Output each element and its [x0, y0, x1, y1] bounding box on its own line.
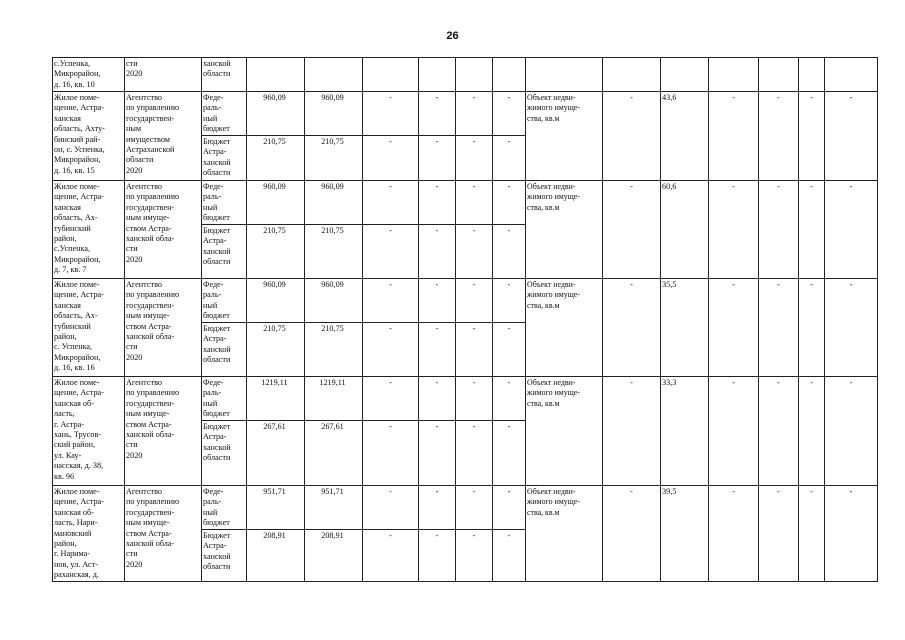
federal-value-total: 960,09 — [247, 181, 305, 225]
federal-budget-label: Феде- раль- ный бюджет — [202, 181, 247, 225]
regional-value-total: 210,75 — [247, 323, 305, 377]
federal-dash-cell: - — [456, 92, 493, 136]
agency-cell: Агентство по управлению государствен- ным имуще- ством Астра- ханской обла- сти 2020 — [125, 377, 202, 486]
object-indicator-cell: Объект недви- жимого имуще- ства, кв.м — [526, 279, 603, 377]
regional-dash-cell: - — [419, 136, 456, 181]
federal-dash-cell: - — [456, 279, 493, 323]
indicator-base-cell: - — [603, 279, 661, 377]
indicator-dash-cell: - — [759, 181, 799, 279]
address-cell: с.Успенка, Микрорайон, д. 16, кв. 10 — [53, 58, 125, 92]
regional-dash-cell: - — [456, 136, 493, 181]
regional-value-year: 208,91 — [305, 530, 363, 582]
regional-dash-cell: - — [456, 323, 493, 377]
regional-budget-label: Бюджет Астра- ханской области — [202, 136, 247, 181]
regional-dash-cell: - — [493, 225, 526, 279]
indicator-area-cell: 60,6 — [661, 181, 709, 279]
regional-dash-cell: - — [363, 225, 419, 279]
federal-dash-cell: - — [363, 486, 419, 530]
indicator-dash-cell: - — [825, 486, 878, 582]
indicator-area-cell: 35,5 — [661, 279, 709, 377]
object-indicator-cell: Объект недви- жимого имуще- ства, кв.м — [526, 92, 603, 181]
agency-cell: сти 2020 — [125, 58, 202, 92]
regional-dash-cell: - — [456, 530, 493, 582]
table-row — [53, 377, 878, 421]
regional-value-year: 210,75 — [305, 136, 363, 181]
regional-budget-label: Бюджет Астра- ханской области — [202, 225, 247, 279]
indicator-dash-cell: - — [709, 279, 759, 377]
agency-cell: Агентство по управлению государствен- ным имуще- ством Астра- ханской обла- сти 2020 — [125, 279, 202, 377]
federal-value-total: 951,71 — [247, 486, 305, 530]
federal-dash-cell: - — [493, 181, 526, 225]
table-row-continued — [53, 58, 878, 92]
federal-value-year: 960,09 — [305, 92, 363, 136]
indicator-dash-cell: - — [825, 279, 878, 377]
regional-dash-cell: - — [419, 225, 456, 279]
regional-dash-cell: - — [363, 421, 419, 486]
federal-dash-cell: - — [419, 486, 456, 530]
federal-dash-cell: - — [363, 92, 419, 136]
federal-budget-label: Феде- раль- ный бюджет — [202, 377, 247, 421]
indicator-dash-cell: - — [825, 181, 878, 279]
indicator-dash-cell: - — [799, 377, 825, 486]
federal-dash-cell: - — [363, 279, 419, 323]
federal-value-total: 1219,11 — [247, 377, 305, 421]
federal-dash-cell: - — [419, 92, 456, 136]
indicator-dash-cell: - — [709, 486, 759, 582]
regional-dash-cell: - — [456, 421, 493, 486]
indicator-dash-cell: - — [709, 377, 759, 486]
address-cell: Жилое поме- щение, Астра- ханская об- ласть, г. Астра- хань, Трусов- ский район, ул. Кау- насская, д. 38, кв. 96 — [53, 377, 125, 486]
indicator-dash-cell: - — [709, 92, 759, 181]
object-indicator-cell: Объект недви- жимого имуще- ства, кв.м — [526, 377, 603, 486]
federal-value-year: 960,09 — [305, 181, 363, 225]
regional-value-total: 210,75 — [247, 225, 305, 279]
federal-value-total: 960,09 — [247, 92, 305, 136]
federal-dash-cell: - — [456, 486, 493, 530]
regional-dash-cell: - — [419, 530, 456, 582]
regional-dash-cell: - — [493, 323, 526, 377]
regional-dash-cell: - — [493, 136, 526, 181]
indicator-dash-cell: - — [799, 181, 825, 279]
table-row — [53, 181, 878, 225]
address-cell: Жилое поме- щение, Астра- ханская об- ласть, Нари- мановский район, г. Нарима- нов, ул. Аст- раханская, д. — [53, 486, 125, 582]
federal-dash-cell: - — [363, 377, 419, 421]
regional-value-year: 267,61 — [305, 421, 363, 486]
federal-budget-label: Феде- раль- ный бюджет — [202, 279, 247, 323]
table-body — [53, 58, 878, 582]
federal-value-year: 960,09 — [305, 279, 363, 323]
federal-budget-label: Феде- раль- ный бюджет — [202, 92, 247, 136]
indicator-dash-cell: - — [759, 92, 799, 181]
table-row — [53, 486, 878, 530]
regional-dash-cell: - — [363, 530, 419, 582]
page-number: 26 — [446, 30, 459, 42]
table-row — [53, 92, 878, 136]
address-cell: Жилое поме- щение, Астра- ханская область, Ахту- бинский рай- он, с. Успенка, Микрорайон, д. 16, кв. 15 — [53, 92, 125, 181]
federal-dash-cell: - — [493, 279, 526, 323]
table-row — [53, 279, 878, 323]
agency-cell: Агентство по управлению государствен- ным имуще- ством Астра- ханской обла- сти 2020 — [125, 486, 202, 582]
address-cell: Жилое поме- щение, Астра- ханская область, Ах- тубинский район, с. Успенка, Микрорайон, д. 16, кв. 16 — [53, 279, 125, 377]
agency-cell: Агентство по управлению государствен- ным имуществом Астраханской области 2020 — [125, 92, 202, 181]
federal-value-total: 960,09 — [247, 279, 305, 323]
regional-dash-cell: - — [493, 421, 526, 486]
regional-budget-label: Бюджет Астра- ханской области — [202, 421, 247, 486]
federal-value-year: 951,71 — [305, 486, 363, 530]
indicator-base-cell: - — [603, 92, 661, 181]
regional-value-total: 208,91 — [247, 530, 305, 582]
federal-dash-cell: - — [493, 377, 526, 421]
indicator-base-cell: - — [603, 377, 661, 486]
federal-value-year: 1219,11 — [305, 377, 363, 421]
regional-dash-cell: - — [419, 323, 456, 377]
regional-dash-cell: - — [363, 323, 419, 377]
federal-dash-cell: - — [493, 486, 526, 530]
indicator-dash-cell: - — [759, 279, 799, 377]
indicator-area-cell: 39,5 — [661, 486, 709, 582]
regional-value-year: 210,75 — [305, 225, 363, 279]
regional-value-total: 210,75 — [247, 136, 305, 181]
budget-cell: ханской области — [202, 58, 247, 92]
indicator-base-cell: - — [603, 181, 661, 279]
regional-budget-label: Бюджет Астра- ханской области — [202, 323, 247, 377]
federal-dash-cell: - — [419, 279, 456, 323]
agency-cell: Агентство по управлению государствен- ным имуще- ством Астра- ханской обла- сти 2020 — [125, 181, 202, 279]
regional-dash-cell: - — [363, 136, 419, 181]
object-indicator-cell: Объект недви- жимого имуще- ства, кв.м — [526, 486, 603, 582]
program-table — [52, 57, 878, 582]
regional-budget-label: Бюджет Астра- ханской области — [202, 530, 247, 582]
federal-dash-cell: - — [419, 181, 456, 225]
regional-value-total: 267,61 — [247, 421, 305, 486]
indicator-area-cell: 33,3 — [661, 377, 709, 486]
indicator-dash-cell: - — [799, 279, 825, 377]
federal-dash-cell: - — [493, 92, 526, 136]
indicator-dash-cell: - — [825, 377, 878, 486]
regional-value-year: 210,75 — [305, 323, 363, 377]
indicator-base-cell: - — [603, 486, 661, 582]
object-indicator-cell: Объект недви- жимого имуще- ства, кв.м — [526, 181, 603, 279]
address-cell: Жилое поме- щение, Астра- ханская область, Ах- тубинский район, с.Успенка, Микрорайон, д. 7, кв. 7 — [53, 181, 125, 279]
indicator-dash-cell: - — [759, 486, 799, 582]
federal-budget-label: Феде- раль- ный бюджет — [202, 486, 247, 530]
indicator-dash-cell: - — [709, 181, 759, 279]
federal-dash-cell: - — [419, 377, 456, 421]
indicator-dash-cell: - — [799, 486, 825, 582]
regional-dash-cell: - — [419, 421, 456, 486]
indicator-dash-cell: - — [799, 92, 825, 181]
regional-dash-cell: - — [493, 530, 526, 582]
federal-dash-cell: - — [456, 377, 493, 421]
federal-dash-cell: - — [456, 181, 493, 225]
indicator-area-cell: 43,6 — [661, 92, 709, 181]
indicator-dash-cell: - — [759, 377, 799, 486]
federal-dash-cell: - — [363, 181, 419, 225]
regional-dash-cell: - — [456, 225, 493, 279]
indicator-dash-cell: - — [825, 92, 878, 181]
